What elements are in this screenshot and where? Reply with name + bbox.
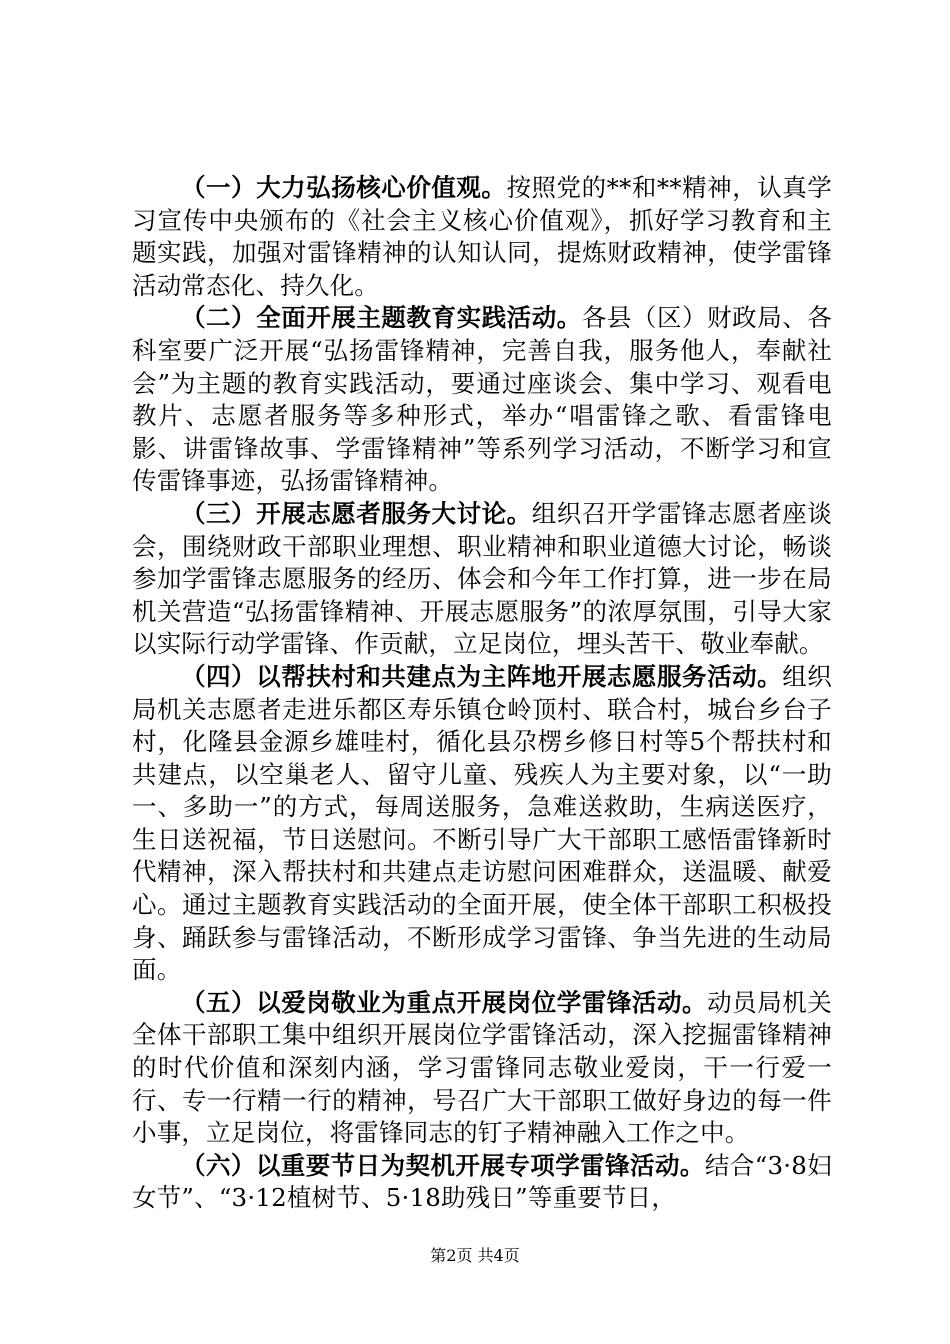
paragraph-5-text: 动员局机关全体干部职工集中组织开展岗位学雷锋活动，深入挖掘雷锋精神的时代价值和深刻内涵，学习雷锋同志敬业爱岗，干一行爱一行、专一行精一行的精神，号召广大干部职工做好身边的每一件小事，立足岗位，将雷锋同志的钉子精神融入工作之中。: [132, 987, 833, 1148]
paragraph-6: [132, 1150, 832, 1215]
paragraph-4-heading: （四）以帮扶村和共建点为主阵地开展志愿服务活动。: [181, 661, 783, 691]
paragraph-2: [132, 302, 832, 498]
paragraph-3-text: 组织召开学雷锋志愿者座谈会，围绕财政干部职业理想、职业精神和职业道德大讨论，畅谈参加学雷锋志愿服务的经历、体会和今年工作打算，进一步在局机关营造“弘扬雷锋精神、开展志愿服务”的浓厚氛围，引导大家以实际行动学雷锋、作贡献，立足岗位，埋头苦干、敬业奉献。: [132, 498, 832, 659]
page-footer: [0, 1246, 950, 1266]
paragraph-1: [132, 172, 832, 302]
paragraph-6-text: 结合“3·8妇女节”、“3·12植树节、5·18助残日”等重要节日，: [132, 1150, 833, 1213]
paragraph-4-text: 组织局机关志愿者走进乐都区寿乐镇仓岭顶村、联合村，城台乡台子村，化隆县金源乡雄哇村，循化县尕楞乡修日村等5个帮扶村和共建点，以空巢老人、留守儿童、残疾人为主要对象，以“一助一、多助一”的方式，每周送服务，急难送救助，生病送医疗，生日送祝福，节日送慰问。不断引导广大干部职工感悟雷锋新时代精神，深入帮扶村和共建点走访慰问困难群众，送温暖、献爱心。通过主题教育实践活动的全面开展，使全体干部职工积极投身、踊跃参与雷锋活动，不断形成学习雷锋、争当先进的生动局面。: [132, 661, 832, 985]
paragraph-2-heading: （二）全面开展主题教育实践活动。: [181, 303, 582, 333]
paragraph-6-heading: （六）以重要节日为契机开展专项学雷锋活动。: [181, 1150, 705, 1180]
paragraph-3: [132, 498, 832, 661]
paragraph-4: [132, 661, 832, 987]
paragraph-1-heading: （一）大力弘扬核心价值观。: [181, 173, 507, 202]
document-body: [132, 172, 832, 1215]
paragraph-5-heading: （五）以爱岗敬业为重点开展岗位学雷锋活动。: [181, 987, 708, 1017]
paragraph-5: [132, 987, 832, 1150]
paragraph-1-text: 按照党的**和**精神，认真学习宣传中央颁布的《社会主义核心价值观》，抓好学习教育和主题实践，加强对雷锋精神的认知认同，提炼财政精神，使学雷锋活动常态化、持久化。: [132, 173, 832, 300]
paragraph-3-heading: （三）开展志愿者服务大讨论。: [181, 498, 532, 528]
paragraph-2-text: 各县（区）财政局、各科室要广泛开展“弘扬雷锋精神，完善自我，服务他人，奉献社会”为主题的教育实践活动，要通过座谈会、集中学习、观看电教片、志愿者服务等多种形式，举办“唱雷锋之歌、看雷锋电影、讲雷锋故事、学雷锋精神”等系列学习活动，不断学习和宣传雷锋事迹，弘扬雷锋精神。: [132, 303, 832, 496]
page-number-label: 第2页 共4页: [430, 1246, 520, 1265]
